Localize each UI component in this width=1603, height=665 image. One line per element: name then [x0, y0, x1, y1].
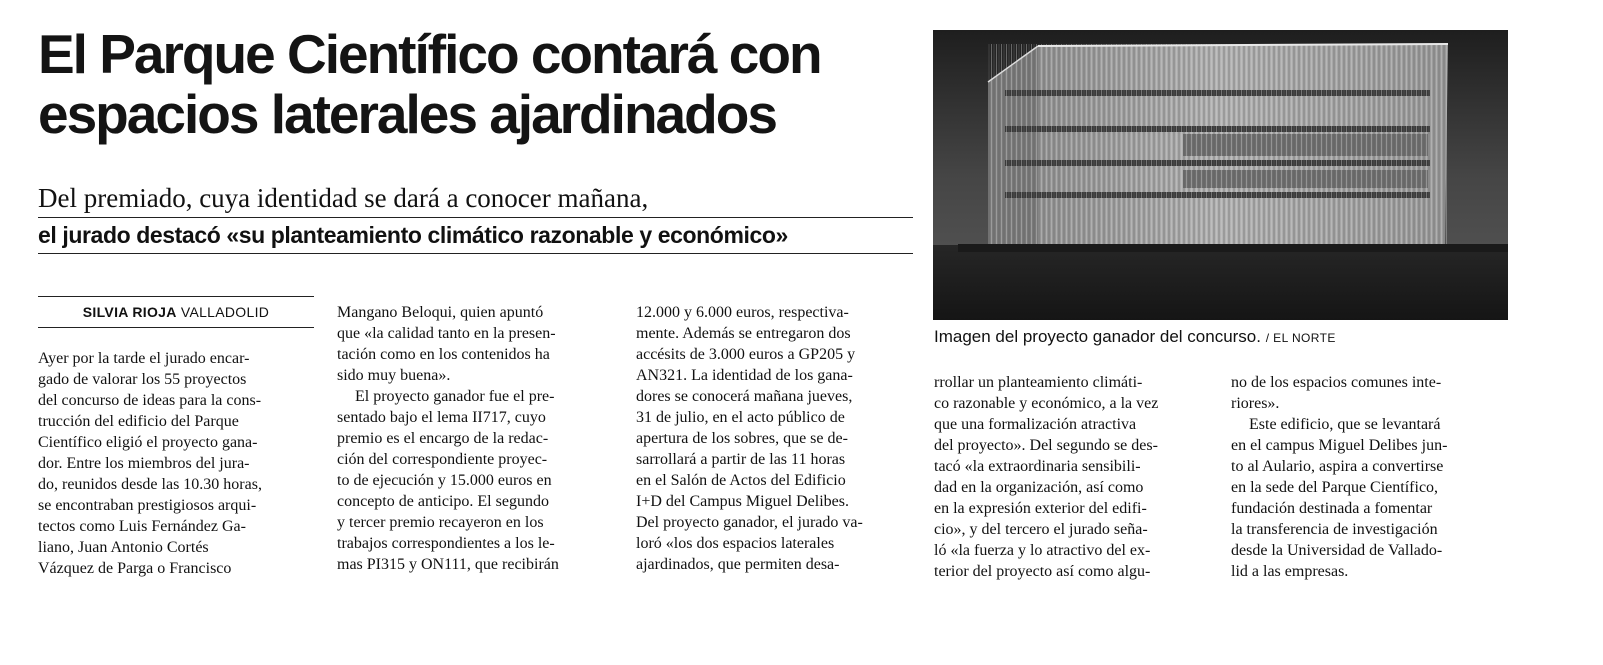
- subheadline-2: el jurado destacó «su planteamiento climático razonable y económico»: [38, 220, 913, 254]
- text-line: tacó «la extraordinaria sensibili-: [934, 458, 1141, 475]
- text-line: dad en la organización, así como: [934, 479, 1144, 496]
- text-line: Mangano Beloqui, quien apuntó: [337, 304, 544, 321]
- article-column-2: [337, 302, 612, 575]
- subheadline-1: Del premiado, cuya identidad se dará a conocer mañana,: [38, 182, 913, 218]
- text-line: fundación destinada a fomentar: [1231, 500, 1433, 517]
- text-line: 12.000 y 6.000 euros, respectiva-: [636, 304, 849, 321]
- headline: [38, 24, 918, 144]
- photo-caption: [934, 326, 1336, 349]
- text-line: en el Salón de Actos del Edificio: [636, 472, 846, 489]
- article-column-5: [1231, 372, 1506, 582]
- caption-text: Imagen del proyecto ganador del concurso.: [934, 327, 1261, 346]
- text-line: Del proyecto ganador, el jurado va-: [636, 514, 863, 531]
- text-line: sarrollará a partir de las 11 horas: [636, 451, 846, 468]
- text-line: riores».: [1231, 395, 1280, 412]
- text-line: cio», y del tercero el jurado seña-: [934, 521, 1148, 538]
- text-line: trucción del edificio del Parque: [38, 413, 239, 430]
- photo-credit: / EL NORTE: [1265, 331, 1336, 345]
- text-line: premio es el encargo de la redac-: [337, 430, 549, 447]
- article-column-3: [636, 302, 911, 575]
- byline-author: SILVIA RIOJA: [82, 304, 177, 320]
- text-line: que «la calidad tanto en la presen-: [337, 325, 556, 342]
- text-line: no de los espacios comunes inte-: [1231, 374, 1442, 391]
- text-line: apertura de los sobres, que se de-: [636, 430, 848, 447]
- text-line: mas PI315 y ON111, que recibirán: [337, 556, 559, 573]
- text-line: la transferencia de investigación: [1231, 521, 1438, 538]
- article-column-4: [934, 372, 1209, 582]
- text-line: Este edificio, que se levantará: [1249, 416, 1441, 433]
- text-line: concepto de anticipo. El segundo: [337, 493, 549, 510]
- text-line: accésits de 3.000 euros a GP205 y: [636, 346, 856, 363]
- text-line: y tercer premio recayeron en los: [337, 514, 544, 531]
- text-line: trabajos correspondientes a los le-: [337, 535, 555, 552]
- text-line: tectos como Luis Fernández Ga-: [38, 518, 246, 535]
- text-line: loró «los dos espacios laterales: [636, 535, 835, 552]
- text-line: del concurso de ideas para la cons-: [38, 392, 262, 409]
- text-line: en la sede del Parque Científico,: [1231, 479, 1439, 496]
- text-line: ló «la fuerza y lo atractivo del ex-: [934, 542, 1151, 559]
- article-column-1: [38, 348, 314, 579]
- text-line: co razonable y económico, a la vez: [934, 395, 1159, 412]
- headline-line-2: espacios laterales ajardinados: [38, 83, 776, 145]
- text-line: ajardinados, que permiten desa-: [636, 556, 840, 573]
- text-line: en la expresión exterior del edifi-: [934, 500, 1147, 517]
- text-line: to al Aulario, aspira a convertirse: [1231, 458, 1444, 475]
- text-line: sido muy buena».: [337, 367, 451, 384]
- text-line: do, reunidos desde las 10.30 horas,: [38, 476, 262, 493]
- building-photo: [933, 30, 1508, 320]
- text-line: ción del correspondiente proyec-: [337, 451, 548, 468]
- byline-location: VALLADOLID: [180, 304, 270, 320]
- text-line: lid a las empresas.: [1231, 563, 1349, 580]
- text-line: que una formalización atractiva: [934, 416, 1137, 433]
- text-line: Ayer por la tarde el jurado encar-: [38, 350, 250, 367]
- text-line: se encontraban prestigiosos arqui-: [38, 497, 257, 514]
- text-line: AN321. La identidad de los gana-: [636, 367, 853, 384]
- text-line: El proyecto ganador fue el pre-: [355, 388, 555, 405]
- text-line: gado de valorar los 55 proyectos: [38, 371, 247, 388]
- text-line: dores se conocerá mañana jueves,: [636, 388, 853, 405]
- text-line: liano, Juan Antonio Cortés: [38, 539, 209, 556]
- text-line: del proyecto». Del segundo se des-: [934, 437, 1158, 454]
- text-line: 31 de julio, en el acto público de: [636, 409, 845, 426]
- text-line: rrollar un planteamiento climáti-: [934, 374, 1143, 391]
- text-line: tación como en los contenidos ha: [337, 346, 550, 363]
- text-line: I+D del Campus Miguel Delibes.: [636, 493, 849, 510]
- text-line: desde la Universidad de Vallado-: [1231, 542, 1443, 559]
- byline: [38, 296, 314, 328]
- text-line: sentado bajo el lema II717, cuyo: [337, 409, 546, 426]
- text-line: dor. Entre los miembros del jura-: [38, 455, 250, 472]
- building-rendering-image: [933, 30, 1508, 320]
- text-line: to de ejecución y 15.000 euros en: [337, 472, 552, 489]
- text-line: en el campus Miguel Delibes jun-: [1231, 437, 1448, 454]
- text-line: mente. Además se entregaron dos: [636, 325, 851, 342]
- headline-line-1: El Parque Científico contará con: [38, 23, 821, 85]
- text-line: Vázquez de Parga o Francisco: [38, 560, 232, 577]
- text-line: terior del proyecto así como algu-: [934, 563, 1151, 580]
- text-line: Científico eligió el proyecto gana-: [38, 434, 258, 451]
